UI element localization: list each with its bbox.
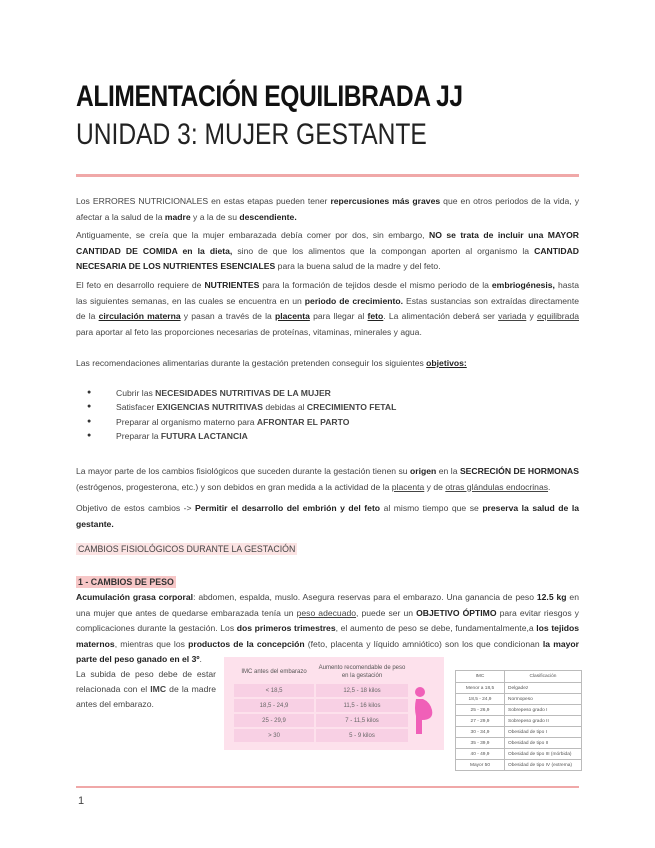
table-header: Aumento recomendable de peso en la gestación [318,665,406,679]
list-item: ● Satisfacer EXIGENCIAS NUTRITIVAS debidas al CRECIMIENTO FETAL [76,400,579,414]
table-row [456,749,582,760]
section-heading: CAMBIOS FISIOLÓGICOS DURANTE LA GESTACIÓN [78,544,296,554]
table-row [233,683,409,698]
paragraph-peso: Acumulación grasa corporal: abdomen, espalda, muslo. Asegura reservas para el embarazo. Una ganancia de peso 12.5 kg en una mujer que antes de quedarse embarazada tenía un peso adecuado, puede ser un OBJETIVO ÓPTIMO para evitar riesgos y complicaciones durante la gestación. Los dos primeros trimestres, el aumento de peso se debe, fundamentalmente,a los tejidos maternos, mientras que los productos de la concepción (feto, placenta y líquido amniótico) son los que condicionan la mayor parte del peso ganado en el 3º. [76,592,580,664]
table-cell: 30 - 34,9 [456,727,505,738]
subsection-heading: 1 - CAMBIOS DE PESO [78,577,174,587]
list-item: ● Preparar al organismo materno para AFRONTAR EL PARTO [76,415,579,429]
page-number: 1 [78,795,85,807]
table-cell: 7 - 11,5 kilos [315,713,409,728]
table-cell: 11,5 - 16 kilos [315,698,409,713]
table-cell: 18,5 - 24,9 [233,698,315,713]
imc-weight-gain-table [232,662,410,744]
table-cell: Normopeso [505,694,582,705]
paragraph-antiguamente: Antiguamente, se creía que la mujer embarazada debía comer por dos, sin embargo, NO se trata de incluir una MAYOR CANTIDAD DE COMIDA en la dieta, sino de que los alimentos que la compongan aporten al organismo la CANTIDAD NECESARIA DE LOS NUTRIENTES ESENCIALES para la buena salud de la madre y del feto. [76,230,580,271]
table-row [456,760,582,771]
paragraph-objetivo-cambios: Objetivo de estos cambios -> Permitir el desarrollo del embrión y del feto al mismo tiempo que se preserva la salud de la gestante. [76,503,579,529]
table-row [233,713,409,728]
table-row [456,738,582,749]
table-cell: 40 - 49,9 [456,749,505,760]
pregnant-woman-icon [410,686,436,736]
paragraph-feto: El feto en desarrollo requiere de NUTRIENTES para la formación de tejidos desde el mismo periodo de la embriogénesis, hasta las siguientes semanas, en las cuales se encuentra en un periodo de crecimiento. Estas sustancias son extraídas directamente de la circulación materna y pasan a través de la placenta para llegar al feto. La alimentación deberá ser variada y equilibrada para aportar al feto las proporciones necesarias de proteínas, vitaminas, minerales y agua. [76,280,579,337]
paragraph-errores: Los ERRORES NUTRICIONALES en estas etapas pueden tener repercusiones más graves que en otros periodos de la vida, y afectar a la salud de la madre y a la de su descendiente. [76,196,580,222]
table-cell: 18,5 - 24,9 [456,694,505,705]
table-row [456,727,582,738]
table-cell: Obesidad de tipo III (mórbida) [505,749,582,760]
table-row [233,698,409,713]
imc-classification-table [455,670,582,771]
list-item: ● Preparar la FUTURA LACTANCIA [76,429,579,443]
table-cell: 27 - 29,9 [456,716,505,727]
table-cell: 5 - 9 kilos [315,728,409,743]
table-row [456,683,582,694]
document-title: ALIMENTACIÓN EQUILIBRADA JJ [76,80,463,113]
paragraph-recomendaciones: Las recomendaciones alimentarias durante la gestación pretenden conseguir los siguientes objetivos: [76,358,467,368]
paragraph-cambios-fisiologicos: La mayor parte de los cambios fisiológicos que suceden durante la gestación tienen su origen en la SECRECIÓN DE HORMONAS (estrógenos, progesterona, etc.) y son debidos en gran medida a la actividad de la placenta y de otras glándulas endocrinas. [76,466,579,492]
table-header: IMC antes del embarazo [241,669,307,675]
objectives-list [76,386,579,444]
table-row [456,716,582,727]
table-cell: Sobrepeso grado II [505,716,582,727]
table-cell: Obesidad de tipo I [505,727,582,738]
table-row [456,694,582,705]
table-cell: Menor a 18,5 [456,683,505,694]
footer-divider [76,786,579,788]
document-subtitle: UNIDAD 3: MUJER GESTANTE [76,118,427,151]
table-row [456,705,582,716]
table-cell: > 30 [233,728,315,743]
table-cell: 12,5 - 18 kilos [315,683,409,698]
table-cell: 25 - 29,9 [233,713,315,728]
table-cell: Obesidad de tipo II [505,738,582,749]
table-cell: 25 - 26,9 [456,705,505,716]
paragraph-imc: La subida de peso debe de estar relacionada con el IMC de la madre antes del embarazo. [76,669,216,709]
table-row [233,728,409,743]
table-cell: Delgadez [505,683,582,694]
table-cell: < 18,5 [233,683,315,698]
table-header: Clasificación [505,671,582,683]
table-cell: Mayor 50 [456,760,505,771]
header-divider [76,174,579,177]
table-cell: Obesidad de tipo IV (extrema) [505,760,582,771]
table-cell: Sobrepeso grado I [505,705,582,716]
table-cell: 35 - 39,9 [456,738,505,749]
table-header: IMC [456,671,505,683]
list-item: ● Cubrir las NECESIDADES NUTRITIVAS DE LA MUJER [76,386,579,400]
